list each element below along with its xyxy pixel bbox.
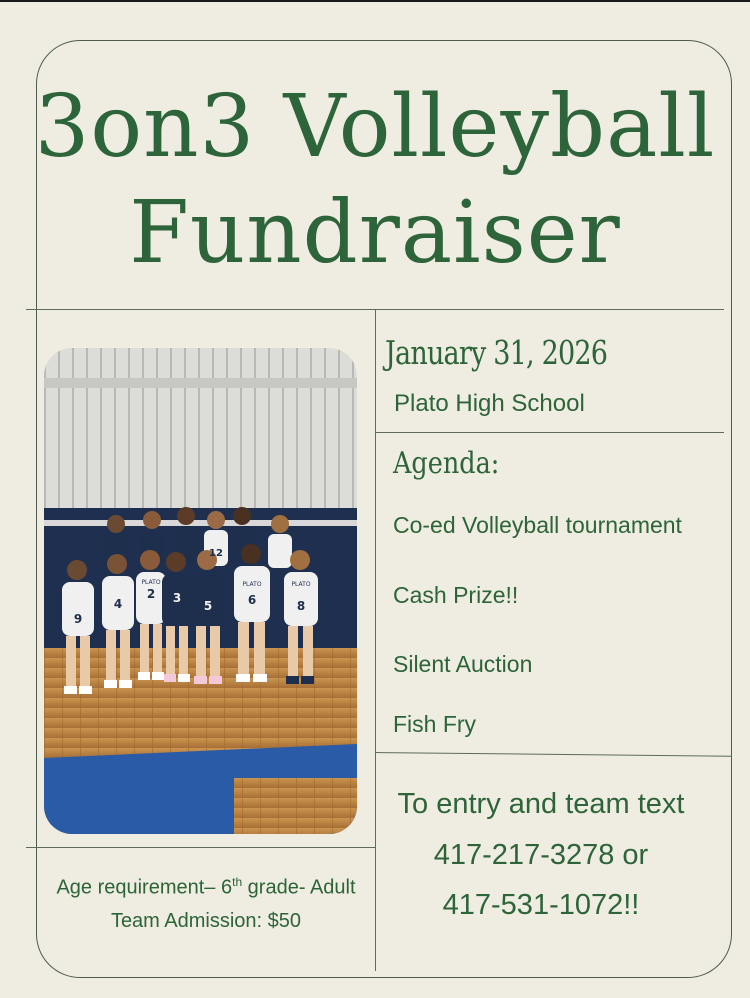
jersey-number: 9 bbox=[73, 612, 83, 626]
divider-vertical bbox=[375, 309, 376, 971]
age-requirement-sup: th bbox=[232, 875, 243, 889]
jersey-number: 8 bbox=[296, 599, 306, 613]
agenda-item: Co-ed Volleyball tournament bbox=[393, 512, 682, 538]
agenda-item: Cash Prize!! bbox=[393, 582, 519, 608]
jersey-number: 3 bbox=[172, 591, 182, 605]
title-line-2: Fundraiser bbox=[129, 183, 621, 283]
title-line-1: 3on3 Volleyball bbox=[34, 77, 716, 177]
jersey-number: 12 bbox=[209, 548, 223, 559]
contact-line-1: To entry and team text bbox=[397, 788, 685, 820]
contact-phone-2: 417-531-1072!! bbox=[442, 889, 640, 921]
jersey-text: PLATO bbox=[291, 581, 311, 588]
team-admission: Team Admission: $50 bbox=[110, 910, 302, 932]
jersey-number: 5 bbox=[203, 599, 213, 613]
event-location: Plato High School bbox=[394, 390, 585, 417]
age-requirement bbox=[36, 876, 376, 898]
top-border bbox=[0, 0, 750, 2]
event-date: January 31, 2026 bbox=[385, 333, 608, 372]
agenda-item: Silent Auction bbox=[393, 651, 533, 677]
age-requirement-prefix: Age requirement– 6 bbox=[56, 876, 233, 899]
age-requirement-suffix: grade- Adult bbox=[242, 876, 356, 899]
divider-under-location bbox=[375, 432, 724, 433]
agenda-item: Fish Fry bbox=[393, 711, 477, 737]
divider-above-requirements bbox=[26, 847, 376, 848]
jersey-number: 2 bbox=[146, 587, 156, 601]
jersey-number: 6 bbox=[247, 593, 257, 607]
team-photo bbox=[44, 348, 357, 834]
jersey-text: PLATO bbox=[242, 581, 262, 588]
contact-phone-1: 417-217-3278 or bbox=[433, 839, 649, 871]
agenda-heading: Agenda: bbox=[393, 446, 500, 481]
jersey-number: 4 bbox=[113, 597, 123, 611]
jersey-text: PLATO bbox=[141, 579, 161, 586]
